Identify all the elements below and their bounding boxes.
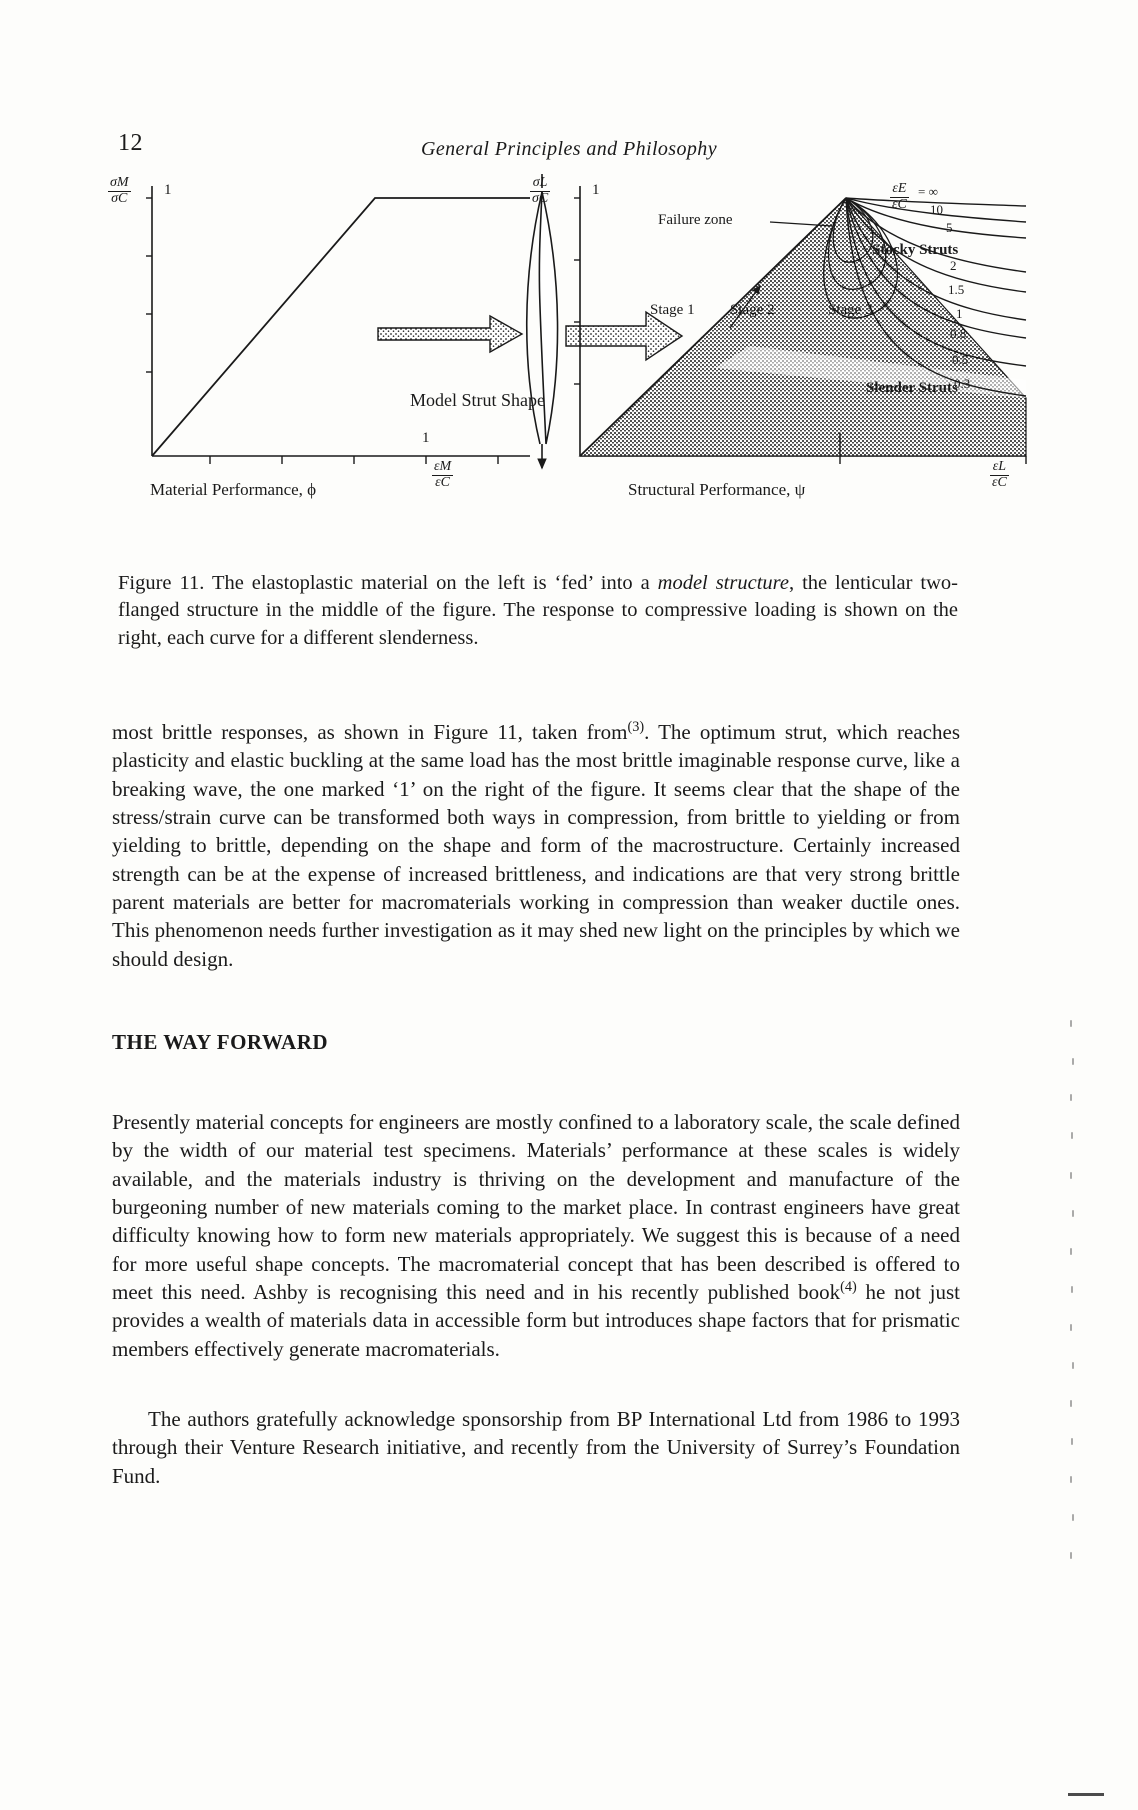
paragraph-2-text-b: he not just provides a wealth of materials data in accessible form but introduces shape factors that for prismatic members effectively generate macromaterials. xyxy=(112,1280,961,1361)
arrow-material-to-model xyxy=(378,316,522,352)
page-number: 12 xyxy=(118,130,143,156)
paragraph-1-text-b: . The optimum strut, which reaches plasticity and elastic buckling at the same load has the most brittle imaginable response curve, like a breaking wave, the one marked ‘1’ on the right of the figure. It seems clear that the shape of the stress/strain curve can be transformed both ways in compression, from brittle to yielding or from yielding to brittle, depending on the shape and form of the macrostructure. Certainly increased strength can be at the expense of increased brittleness, and indications are that very strong brittle parent materials are better for macromaterials working in compression than weaker ductile ones. This phenomenon needs further investigation as it may shed new light on the principles by which we should design. xyxy=(112,720,960,971)
right-y-axis-label: $\frac{\sigma L}{\sigma C}$ xyxy=(532,175,549,206)
figure-caption-emphasis: model structure xyxy=(657,572,789,594)
reference-marker-3: (3) xyxy=(627,719,645,735)
figure-caption-text-b: , the lenticular two-flanged structure in the middle of the figure. The response to compressive loading is shown on the right, each curve for a different slenderness. xyxy=(118,572,958,649)
stage-1-label: Stage 1 xyxy=(650,302,695,318)
left-x-tick-1: 1 xyxy=(422,430,430,446)
stocky-struts-label: Stocky Struts xyxy=(872,242,959,258)
left-plot xyxy=(146,186,530,464)
body-paragraph-1 xyxy=(112,718,960,973)
stage-3-label: Stage 3 xyxy=(828,302,873,318)
curve-label-4: 1.5 xyxy=(948,282,965,297)
model-strut-shape xyxy=(527,174,558,468)
figure-11 xyxy=(110,168,1030,520)
body-paragraph-2 xyxy=(112,1108,960,1363)
figure-caption-text-a: The elastoplastic material on the left is ‘fed’ into a xyxy=(211,572,658,594)
failure-zone-label: Failure zone xyxy=(658,212,733,228)
curve-ratio-symbol: $\frac{\varepsilon E}{\varepsilon C}$ xyxy=(892,181,907,212)
curve-label-0: = ∞ xyxy=(918,184,938,199)
figure-caption-label: Figure 11. xyxy=(118,572,205,594)
left-y-axis-label: $\frac{\sigma M}{\sigma C}$ xyxy=(110,175,129,206)
curve-label-3: 2 xyxy=(950,258,957,273)
figure-graphic xyxy=(110,168,1030,520)
left-plot-caption: Material Performance, ϕ xyxy=(150,480,317,499)
right-x-tick-1: 1 xyxy=(836,430,844,446)
curve-label-5: 1 xyxy=(956,306,963,321)
left-x-axis-label: $\frac{\varepsilon M}{\varepsilon C}$ xyxy=(434,459,452,490)
left-y-tick-1: 1 xyxy=(164,182,172,198)
paragraph-1-text-a: most brittle responses, as shown in Figure 11, taken from xyxy=(112,720,628,744)
arrow-model-to-structure xyxy=(566,312,682,360)
curve-label-7: 0.5 xyxy=(952,352,969,367)
model-strut-shape-label: Model Strut Shape xyxy=(410,390,545,410)
figure-caption xyxy=(118,570,958,652)
right-plot xyxy=(574,186,1026,464)
paragraph-2-text-a: Presently material concepts for engineers are mostly confined to a laboratory scale, the scale defined by the width of our material test specimens. Materials’ performance at these scales is widely available, and the materials industry is thriving on the development and manufacture of the burgeoning number of new materials coming to the market place. In contrast engineers have great difficulty knowing how to form new materials appropriately. We suggest this is because of a need for more useful shape concepts. The macromaterial concept that has been described is offered to meet this need. Ashby is recognising this need and in his recently published book xyxy=(112,1110,960,1305)
curve-label-6: 0.8 xyxy=(950,326,967,341)
curve-label-1: 10 xyxy=(930,202,943,217)
reference-marker-4: (4) xyxy=(840,1279,857,1296)
right-y-tick-1: 1 xyxy=(592,182,600,198)
running-head: General Principles and Philosophy xyxy=(421,138,717,160)
section-heading-the-way-forward: THE WAY FORWARD xyxy=(112,1030,329,1054)
curve-label-2: 5 xyxy=(946,220,953,235)
right-x-axis-label: $\frac{\varepsilon L}{\varepsilon C}$ xyxy=(992,459,1007,490)
curve-label-8: 0.3 xyxy=(954,376,971,391)
stage-2-label: Stage 2 xyxy=(730,302,775,318)
slender-struts-label: Slender Struts xyxy=(866,380,958,396)
right-plot-caption: Structural Performance, ψ xyxy=(628,480,806,499)
body-paragraph-3: The authors gratefully acknowledge sponsorship from BP International Ltd from 1986 to 1993 through their Venture Research initiative, and recently from the University of Surrey’s Foundation Fund. xyxy=(112,1407,960,1488)
scan-bottom-mark xyxy=(1068,1793,1104,1796)
scan-edge-artifacts xyxy=(1070,1020,1078,1580)
